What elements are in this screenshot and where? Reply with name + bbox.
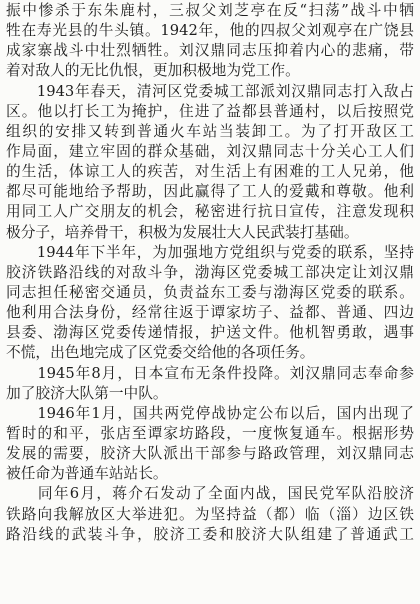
text-line: 1944年下半年，为加强地方党组织与党委的联系，坚持	[6, 243, 414, 261]
text-line: 用同工人广交朋友的机会，秘密进行抗日宣传，注意发现积	[6, 203, 414, 221]
document-text	[6, 1, 414, 545]
text-line: 都尽可能地给予帮助，因此赢得了工人的爱戴和尊敬。他利	[6, 183, 414, 201]
text-line: 不慌，出色地完成了区党委交给他的各项任务。	[6, 344, 315, 362]
text-line: 的生活，体谅工人的疾苦，对生活上有困难的工人兄弟，他	[6, 163, 414, 181]
text-line: 同志担任秘密交通员，负责益东工委与渤海区党委的联系。	[6, 283, 414, 301]
text-line: 牲在寿光县的牛头镇。1942年，他的四叔父刘观亭在广饶县	[6, 22, 414, 40]
text-line: 县委、渤海区党委传递情报，护送文件。他机智勇敢，遇事	[6, 324, 414, 342]
text-line: 他利用合法身份，经常往返于谭家坊子、益都、普通、四边	[6, 304, 414, 322]
text-line: 1945年8月，日本宣布无条件投降。刘汉鼎同志奉命参	[6, 364, 414, 382]
text-line: 作局面，建立牢固的群众基础，刘汉鼎同志十分关心工人们	[6, 142, 414, 160]
text-line: 1946年1月，国共两党停战协定公布以后，国内出现了	[6, 404, 414, 422]
text-line: 区。他以打长工为掩护，住进了益都县普通村，以后按照党	[6, 102, 414, 120]
text-line: 振中惨杀于东朱鹿村，三叔父刘芝亭在反“扫荡”战斗中牺	[6, 2, 414, 19]
text-line: 被任命为普通车站站长。	[6, 465, 168, 483]
text-line: 发展的需要，胶济大队派出干部参与路政管理，刘汉鼎同志	[6, 445, 414, 463]
text-line: 暂时的和平，张店至谭家坊路段，一度恢复通车。根据形势	[6, 424, 414, 442]
text-line: 成家寨战斗中壮烈牺牲。刘汉鼎同志压抑着内心的悲痛，带	[6, 42, 414, 60]
text-line: 路沿线的武装斗争，胶济工委和胶济大队组建了普通武工	[6, 525, 414, 543]
text-line: 1943年春天，清河区党委城工部派刘汉鼎同志打入敌占	[6, 82, 414, 100]
text-line: 组织的安排又转到普通火车站当装卸工。为了打开敌区工	[6, 122, 414, 140]
text-line: 着对敌人的无比仇恨，更加积极地为党工作。	[6, 62, 300, 80]
text-line: 极分子，培养骨干，积极为发展壮大人民武装打基础。	[6, 223, 359, 241]
text-line: 铁路向我解放区大举进犯。为坚持益（都）临（淄）边区铁	[6, 505, 414, 523]
text-line: 胶济铁路沿线的对敌斗争，渤海区党委城工部决定让刘汉鼎	[6, 263, 414, 281]
text-line: 同年6月，蒋介石发动了全面内战，国民党军队沿胶济	[6, 485, 414, 503]
text-line: 加了胶济大队第一中队。	[6, 384, 168, 402]
